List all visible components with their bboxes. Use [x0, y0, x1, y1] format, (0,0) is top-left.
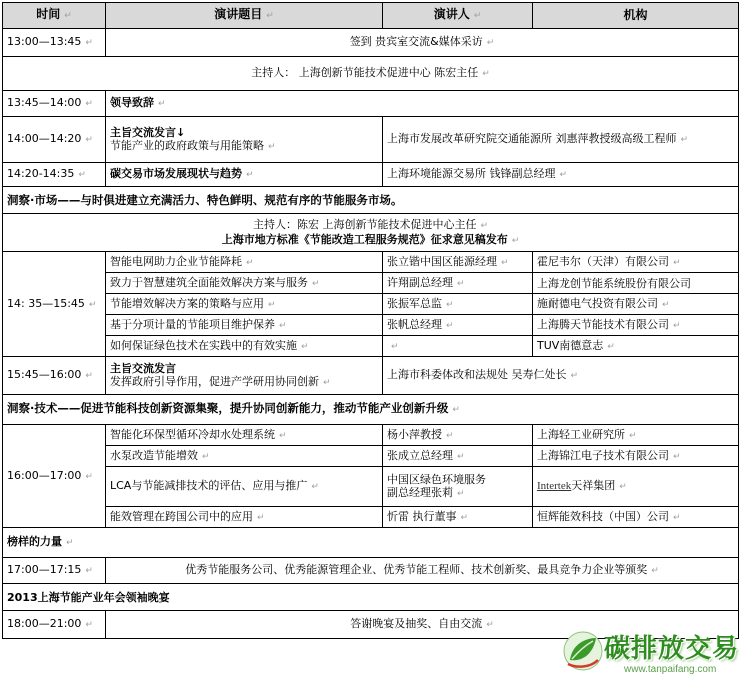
row-host-2: [3, 214, 739, 252]
agenda-table: [2, 2, 739, 639]
session-3-time: 16:00—17:00 ↵: [3, 425, 106, 528]
time-cell: 18:00—21:00 ↵: [3, 611, 106, 639]
session-3-org: 上海锦江电子技术有限公司 ↵: [533, 446, 739, 467]
session-3-speaker: 杨小萍教授 ↵: [383, 425, 533, 446]
host-1-text: 主持人： 上海创新节能技术促进中心 陈宏主任 ↵: [3, 57, 739, 91]
session-3-org: 上海轻工业研究所 ↵: [533, 425, 739, 446]
logo-url[interactable]: www.tanpaifang.com: [624, 664, 717, 675]
keynote-2-heading: 主旨交流发言: [110, 361, 176, 375]
session-3-speaker: 中国区绿色环境服务 副总经理张莉 ↵: [383, 467, 533, 507]
host-2-block: [3, 214, 739, 252]
row-keynote-2: [3, 357, 739, 395]
row-keynote-1: [3, 117, 739, 163]
session-2-topic: 智能电网助力企业节能降耗 ↵: [106, 252, 383, 273]
session-2-row: [3, 336, 739, 357]
session-3-topic: LCA与节能减排技术的评估、应用与推广 ↵: [106, 467, 383, 507]
welcome-topic: 领导致辞 ↵: [106, 91, 739, 117]
session-2-speaker: 张振军总监 ↵: [383, 294, 533, 315]
row-signin: [3, 29, 739, 57]
session-2-org: 霍尼韦尔（天津）有限公司 ↵: [533, 252, 739, 273]
session-3-speaker: 忻雷 执行董事 ↵: [383, 507, 533, 528]
session-2-org: 施耐德电气投资有限公司 ↵: [533, 294, 739, 315]
carbon-speaker: 上海环境能源交易所 钱锋副总经理 ↵: [383, 163, 739, 187]
keynote-2-speaker: 上海市科委体改和法规处 吴寿仁处长 ↵: [383, 357, 739, 395]
session-3-topic: 智能化环保型循环冷却水处理系统 ↵: [106, 425, 383, 446]
session-2-time: 14: 35—15:45 ↵: [3, 252, 106, 357]
row-section-tech: [3, 395, 739, 425]
keynote-2-title: 发挥政府引导作用，促进产学研用协同创新: [110, 374, 319, 388]
standard-release: 上海市地方标准《节能改造工程服务规范》征求意见稿发布 ↵: [221, 232, 520, 246]
awards-text: 优秀节能服务公司、优秀能源管理企业、优秀节能工程师、技术创新奖、最具竞争力企业等颁奖 ↵: [106, 558, 739, 584]
row-model: [3, 528, 739, 558]
row-section-market: [3, 187, 739, 214]
session-2-topic: 致力于智慧建筑全面能效解决方案与服务 ↵: [106, 273, 383, 294]
keynote-1-heading: 主旨交流发言↓: [110, 125, 186, 139]
logo-title: 碳排放交易: [604, 634, 740, 664]
row-awards: [3, 558, 739, 584]
intertek-logo-text: Intertek: [537, 480, 572, 492]
session-2-row: [3, 315, 739, 336]
header-time: 时间 ↵: [3, 3, 106, 29]
session-2-topic: 如何保证绿色技术在实践中的有效实施 ↵: [106, 336, 383, 357]
carbon-topic: 碳交易市场发展现状与趋势 ↵: [106, 163, 383, 187]
session-3-speaker: 张成立总经理 ↵: [383, 446, 533, 467]
session-3-org: 恒辉能效科技（中国）公司 ↵: [533, 507, 739, 528]
keynote-1-speaker: 上海市发展改革研究院交通能源所 刘惠萍教授级高级工程师 ↵: [383, 117, 739, 163]
header-row: [3, 3, 739, 29]
session-3-org: Intertek天祥集团 ↵: [533, 467, 739, 507]
time-cell: 13:00—13:45 ↵: [3, 29, 106, 57]
header-speaker: 演讲人 ↵: [383, 3, 533, 29]
keynote-1-title: 节能产业的政府政策与用能策略: [110, 138, 264, 152]
header-topic: 演讲题目 ↵: [106, 3, 383, 29]
session-2-speaker: 张立锴中国区能源经理 ↵: [383, 252, 533, 273]
session-3-row: [3, 425, 739, 446]
session-2-speaker: 许翔副总经理 ↵: [383, 273, 533, 294]
session-2-row: [3, 273, 739, 294]
tanpaifang-logo: [560, 628, 738, 684]
session-3-topic: 能效管理在跨国公司中的应用 ↵: [106, 507, 383, 528]
host-2-text: 主持人：陈宏 上海创新节能技术促进中心主任 ↵: [252, 217, 489, 231]
row-carbon: [3, 163, 739, 187]
row-gala: [3, 584, 739, 611]
session-2-org: TUV南德意志 ↵: [533, 336, 739, 357]
dinner-text: 答谢晚宴及抽奖、自由交流 ↵: [106, 611, 739, 639]
signin-text: 签到 贵宾室交流&媒体采访 ↵: [106, 29, 739, 57]
session-3-row: [3, 507, 739, 528]
gala-title: 2013上海节能产业年会领袖晚宴: [3, 584, 739, 611]
session-2-topic: 节能增效解决方案的策略与应用 ↵: [106, 294, 383, 315]
session-2-row: [3, 294, 739, 315]
session-3-row: [3, 446, 739, 467]
time-cell: 14:20-14:35 ↵: [3, 163, 106, 187]
row-host-1: [3, 57, 739, 91]
time-cell: 17:00—17:15 ↵: [3, 558, 106, 584]
session-2-org: 上海龙创节能系统股份有限公司: [533, 273, 739, 294]
row-welcome: [3, 91, 739, 117]
section-tech-title: 洞察·技术——促进节能科技创新资源集聚，提升协同创新能力，推动节能产业创新升级 ↵: [3, 395, 739, 425]
session-3-topic: 水泵改造节能增效 ↵: [106, 446, 383, 467]
leaf-icon: [562, 630, 604, 672]
session-3-row: [3, 467, 739, 507]
time-cell: 13:45—14:00 ↵: [3, 91, 106, 117]
time-cell: 14:00—14:20 ↵: [3, 117, 106, 163]
session-2-topic: 基于分项计量的节能项目维护保养 ↵: [106, 315, 383, 336]
section-market-title: 洞察·市场——与时俱进建立充满活力、特色鲜明、规范有序的节能服务市场。: [3, 187, 739, 214]
session-2-speaker: ↵: [383, 336, 533, 357]
time-cell: 15:45—16:00 ↵: [3, 357, 106, 395]
keynote-2-topic: 主旨交流发言 发挥政府引导作用，促进产学研用协同创新 ↵: [106, 357, 383, 395]
model-title: 榜样的力量 ↵: [3, 528, 739, 558]
session-2-org: 上海腾天节能技术有限公司 ↵: [533, 315, 739, 336]
session-2-speaker: 张帆总经理 ↵: [383, 315, 533, 336]
keynote-1-topic: 主旨交流发言↓ 节能产业的政府政策与用能策略 ↵: [106, 117, 383, 163]
session-2-row: [3, 252, 739, 273]
header-org: 机构: [533, 3, 739, 29]
